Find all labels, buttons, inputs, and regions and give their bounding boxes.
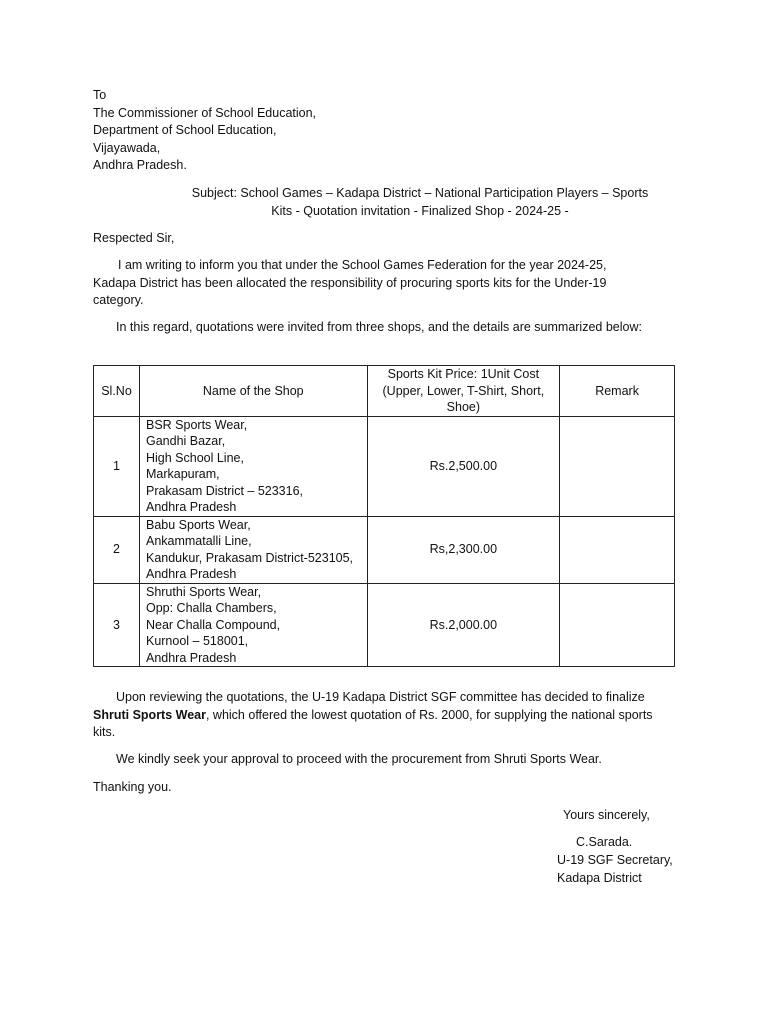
recipient-line: The Commissioner of School Education, <box>93 105 317 120</box>
closing: Yours sincerely, <box>563 808 650 822</box>
recipient-line: Department of School Education, <box>93 123 277 137</box>
cell-slno: 3 <box>94 583 140 667</box>
paragraph-decision <box>93 689 678 742</box>
paragraph-line: category. <box>93 293 144 307</box>
paragraph-approval: We kindly seek your approval to proceed with the procurement from Shruti Sports Wear. <box>116 752 602 766</box>
shop-line: Babu Sports Wear, <box>145 517 251 532</box>
shop-line: High School Line, <box>145 450 244 465</box>
signature-title: U-19 SGF Secretary, <box>557 853 673 867</box>
paragraph-line: I am writing to inform you that under the School Games Federation for the year 2024-25, <box>118 258 607 272</box>
cell-remark <box>560 416 675 516</box>
shop-line: Andhra Pradesh <box>145 650 237 665</box>
shop-line: Kandukur, Prakasam District-523105, <box>145 550 354 565</box>
shop-line: BSR Sports Wear, <box>145 417 248 432</box>
shop-line: Shruthi Sports Wear, <box>145 584 262 599</box>
cell-price: Rs.2,000.00 <box>367 583 560 667</box>
header-shop: Name of the Shop <box>139 366 367 417</box>
thanks-line: Thanking you. <box>93 780 172 794</box>
paragraph-line: Kadapa District has been allocated the responsibility of procuring sports kits for the Under-19 <box>93 275 607 290</box>
shop-line: Gandhi Bazar, <box>145 434 226 448</box>
cell-remark <box>560 583 675 667</box>
cell-slno: 1 <box>94 416 140 516</box>
header-slno: Sl.No <box>94 366 140 417</box>
paragraph-intro <box>93 257 678 310</box>
finalized-shop-name: Shruti Sports Wear <box>93 707 206 722</box>
recipient-address <box>93 87 316 175</box>
paragraph-line: Upon reviewing the quotations, the U-19 Kadapa District SGF committee has decided to finalize <box>116 690 645 704</box>
paragraph-quotations: In this regard, quotations were invited from three shops, and the details are summarized below: <box>116 320 642 334</box>
signature-name: C.Sarada. <box>576 835 633 849</box>
header-remark: Remark <box>560 366 675 417</box>
subject <box>150 185 690 220</box>
cell-shop <box>139 416 367 516</box>
shop-line: Kurnool – 518001, <box>145 634 249 648</box>
shop-line: Prakasam District – 523316, <box>145 483 303 498</box>
cell-shop <box>139 583 367 667</box>
quotation-table <box>93 365 675 667</box>
shop-line: Andhra Pradesh <box>145 567 237 581</box>
signature-district: Kadapa District <box>557 871 642 885</box>
cell-shop <box>139 516 367 583</box>
paragraph-line <box>93 707 678 725</box>
to-line: To <box>93 88 107 102</box>
header-price-line: Shoe) <box>446 400 481 414</box>
header-price-line: (Upper, Lower, T-Shirt, Short, <box>382 383 545 398</box>
cell-remark <box>560 516 675 583</box>
subject-line: Kits - Quotation invitation - Finalized Shop - 2024-25 - <box>271 203 569 218</box>
paragraph-line-rest: , which offered the lowest quotation of Rs. 2000, for supplying the national sports <box>205 707 653 722</box>
recipient-line: Vijayawada, <box>93 140 161 155</box>
cell-slno: 2 <box>94 516 140 583</box>
shop-line: Andhra Pradesh <box>145 500 237 514</box>
paragraph-line: kits. <box>93 725 116 739</box>
cell-price: Rs.2,500.00 <box>367 416 560 516</box>
shop-line: Near Challa Compound, <box>145 617 281 632</box>
shop-line: Markapuram, <box>145 467 220 481</box>
table-row <box>94 416 675 516</box>
header-price-line: Sports Kit Price: 1Unit Cost <box>387 367 540 381</box>
salutation: Respected Sir, <box>93 231 175 245</box>
shop-line: Opp: Challa Chambers, <box>145 601 277 615</box>
subject-line: Subject: School Games – Kadapa District – National Participation Players – Sports <box>191 186 649 200</box>
shop-line: Ankammatalli Line, <box>145 534 252 548</box>
header-price <box>367 366 560 417</box>
recipient-line: Andhra Pradesh. <box>93 158 187 172</box>
cell-price: Rs,2,300.00 <box>367 516 560 583</box>
table-row <box>94 583 675 667</box>
table-row <box>94 516 675 583</box>
table-header-row <box>94 366 675 417</box>
